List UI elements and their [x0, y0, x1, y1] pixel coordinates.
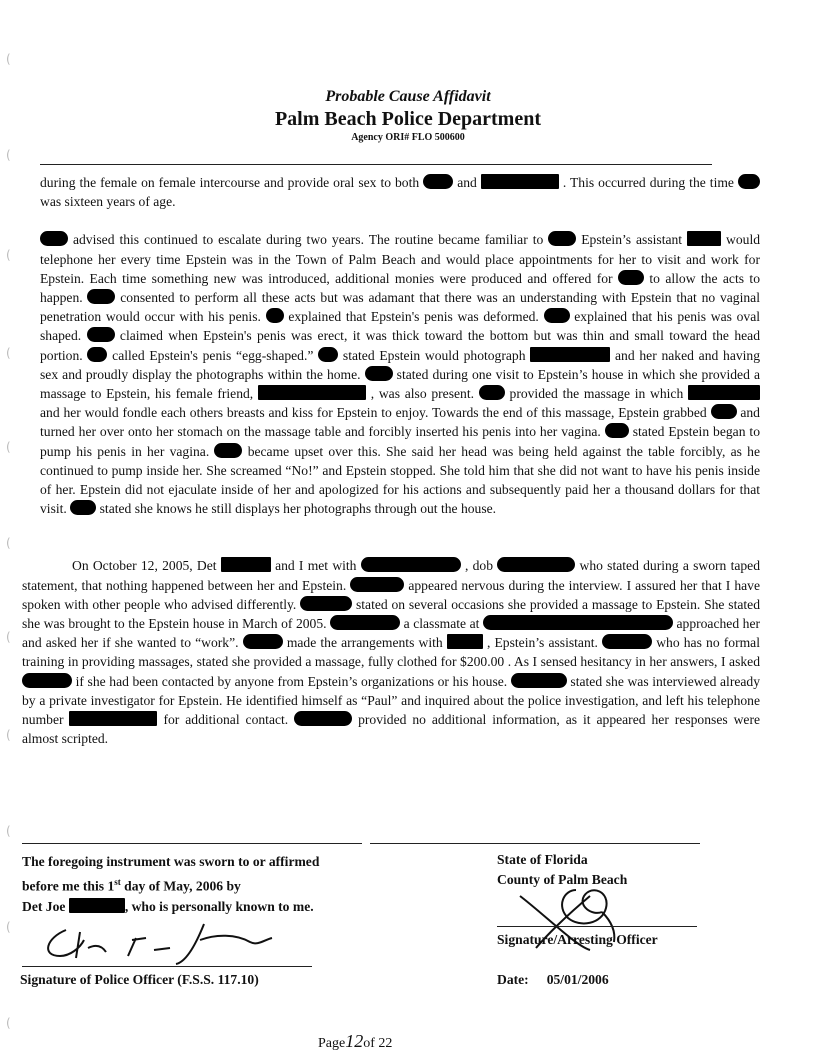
redaction-mark — [243, 634, 283, 649]
redaction-mark — [483, 615, 673, 630]
text-segment: was sixteen years of age. — [40, 194, 176, 210]
redaction-mark — [687, 231, 721, 246]
redaction-mark — [221, 557, 271, 572]
binder-hole-mark: ( — [6, 346, 11, 360]
text-segment: On October 12, 2005, Det — [72, 558, 217, 574]
department-name: Palm Beach Police Department — [274, 108, 542, 130]
redaction-mark — [318, 347, 338, 362]
text-segment: called Epstein's penis “egg-shaped.” — [112, 347, 314, 363]
text-segment: explained that his penis was oval shaped. — [40, 309, 761, 344]
page-total: of 22 — [363, 1036, 393, 1051]
binder-hole-mark: ( — [6, 1016, 11, 1030]
text-segment: provided the massage in which — [509, 386, 684, 402]
arresting-signature-line — [497, 926, 697, 927]
binder-hole-mark: ( — [6, 440, 11, 454]
redaction-mark — [618, 270, 644, 285]
redaction-mark — [738, 174, 760, 189]
text-segment: stated during one visit to Epstein’s house in which she provided a massage to Epstein, his female friend, — [40, 366, 760, 402]
binder-hole-mark: ( — [6, 824, 11, 838]
arresting-signature-label: Signature/Arresting Officer — [497, 932, 658, 947]
text-segment: and her would fondle each others breasts and kiss for Epstein to enjoy. Towards the end of this massage, Epstein grabbed — [40, 405, 707, 421]
footer-divider-right — [370, 843, 700, 844]
redaction-mark — [544, 308, 570, 323]
redaction-mark — [330, 615, 400, 630]
affidavit-body — [22, 173, 760, 748]
police-officer-signature-icon — [36, 918, 296, 968]
redaction-mark — [511, 673, 567, 688]
text-segment: approached her and asked her if she wanted to “work”. — [22, 616, 761, 651]
redaction-mark — [266, 308, 284, 323]
sworn-text: , who is personally known to me. — [124, 898, 314, 914]
redaction-mark — [365, 366, 393, 381]
text-segment: consented to perform all these acts but was adamant that there was an understanding with Epstein that no vaginal penetration would occur with his penis. — [40, 290, 760, 325]
redaction-mark — [87, 347, 107, 362]
text-segment: stated Epstein would photograph — [342, 347, 526, 363]
redaction-mark — [69, 711, 157, 726]
redaction-mark — [548, 231, 576, 246]
redaction-mark — [87, 289, 115, 304]
paragraph-interview — [22, 556, 760, 748]
redaction-mark — [688, 385, 760, 400]
page-number — [318, 1031, 392, 1052]
sworn-line: The foregoing instrument was sworn to or affirmed — [22, 854, 320, 869]
text-segment: became upset over this. She said her head was being held against the table forcibly, as he continued to pump inside her. She screamed “No!” and Epstein stopped. She told him that she did not want to have his penis inside of her. Epstein did not ejaculate inside of her and apologized for his actions and subsequently paid her a thousand dollars for that visit. — [40, 443, 760, 517]
text-segment: and her naked and having sex and proudly display the photographs within the home. — [40, 347, 761, 382]
date-label: Date: — [497, 972, 529, 987]
binder-hole-mark: ( — [6, 248, 11, 262]
redaction-mark — [447, 634, 483, 649]
redaction-mark — [361, 557, 461, 572]
text-segment: a classmate at — [403, 616, 480, 632]
agency-ori: Agency ORI# FLO 500600 — [351, 132, 465, 143]
county-label: County of Palm Beach — [497, 872, 628, 887]
officer-signature-label: Signature of Police Officer (F.S.S. 117.10) — [20, 972, 259, 987]
binder-hole-mark: ( — [6, 728, 11, 742]
text-segment: claimed when Epstein's penis was erect, it was thick toward the bottom but was thin and small toward the head portion. — [40, 328, 760, 363]
binder-hole-mark: ( — [6, 630, 11, 644]
redaction-mark — [87, 327, 115, 342]
text-segment: and — [457, 175, 477, 190]
officer-signature-line — [22, 966, 312, 967]
sworn-text: before me this 1 — [22, 878, 115, 894]
text-segment: stated on several occasions she provided a massage to Epstein. She stated she was brought to the Epstein house in March of 2005. — [22, 596, 760, 632]
redaction-mark — [530, 347, 610, 362]
text-segment: explained that Epstein's penis was deformed. — [288, 309, 539, 325]
redaction-mark — [711, 404, 737, 419]
redaction-mark — [497, 557, 575, 572]
binder-hole-mark: ( — [6, 536, 11, 550]
sworn-statement — [22, 852, 319, 917]
sworn-text: Det Joe — [22, 898, 66, 914]
redaction-mark — [214, 443, 242, 458]
ordinal-suffix: st — [114, 877, 121, 887]
header-divider — [40, 164, 712, 165]
signature-date — [497, 972, 609, 988]
redaction-mark — [70, 500, 96, 515]
text-segment: . This occurred during the time — [562, 175, 734, 190]
text-segment: to allow the acts to happen. — [40, 270, 760, 306]
text-segment: who has no formal training in providing massages, stated she provided a massage, fully clothed for $200.00 . As I sensed hesitancy in her answers, I asked — [22, 635, 760, 670]
binder-hole-mark: ( — [6, 148, 11, 162]
text-segment: if she had been contacted by anyone from Epstein’s organizations or his house. — [75, 673, 508, 689]
text-segment: and turned her over onto her stomach on the massage table and forcibly inserted his penis into her vagina. — [40, 405, 760, 440]
text-segment: for additional contact. — [163, 712, 289, 728]
sworn-text: day of May, 2006 by — [120, 878, 241, 894]
text-segment: and I met with — [275, 558, 357, 574]
redaction-mark — [481, 174, 559, 189]
redaction-mark — [69, 898, 125, 913]
text-segment: advised this continued to escalate during two years. The routine became familiar to — [72, 232, 544, 248]
text-segment: stated Epstein began to pump his penis in her vagina. — [40, 424, 761, 459]
page-prefix: Page — [318, 1036, 346, 1051]
redaction-mark — [350, 577, 404, 592]
paragraph-escalation — [22, 230, 760, 518]
text-segment: , dob — [464, 558, 494, 574]
redaction-mark — [423, 174, 453, 189]
binder-hole-mark: ( — [6, 52, 11, 66]
document-header — [0, 88, 816, 143]
redaction-mark — [602, 634, 652, 649]
text-segment: , was also present. — [370, 386, 475, 402]
text-segment: would telephone her every time Epstein was in the Town of Palm Beach and would place appointments for her to visit and work for Epstein. Each time something new was introduced, additional monies were produced and offered for — [40, 232, 761, 286]
state-label: State of Florida — [497, 852, 588, 867]
paragraph-continuation — [22, 173, 760, 211]
sworn-line — [22, 872, 319, 897]
text-segment: stated she was interviewed already by a private investigator for Epstein. He identified himself as “Paul” and inquired about the police investigation, and left his telephone number — [22, 673, 761, 728]
text-segment: appeared nervous during the interview. I assured her that I have spoken with other people who advised differently. — [22, 577, 760, 612]
date-value: 05/01/2006 — [546, 972, 609, 987]
text-segment: Epstein’s assistant — [581, 232, 683, 248]
redaction-mark — [479, 385, 505, 400]
page-current: 12 — [345, 1031, 364, 1051]
text-segment: made the arrangements with — [286, 635, 443, 651]
document-title: Probable Cause Affidavit — [325, 88, 491, 105]
text-segment: , Epstein’s assistant. — [486, 635, 598, 651]
redaction-mark — [258, 385, 366, 400]
redaction-mark — [40, 231, 68, 246]
redaction-mark — [294, 711, 352, 726]
text-segment: stated she knows he still displays her photographs through out the house. — [99, 501, 497, 517]
footer-divider-left — [22, 843, 362, 844]
redaction-mark — [605, 423, 629, 438]
text-segment: who stated during a sworn taped statement, that nothing happened between her and Epstein. — [22, 558, 761, 593]
text-segment: provided no additional information, as it appeared her responses were almost scripted. — [22, 712, 760, 747]
text-segment: during the female on female intercourse and provide oral sex to both — [40, 175, 420, 190]
sworn-line — [22, 897, 319, 917]
redaction-mark — [300, 596, 352, 611]
redaction-mark — [22, 673, 72, 688]
binder-hole-mark: ( — [6, 920, 11, 934]
